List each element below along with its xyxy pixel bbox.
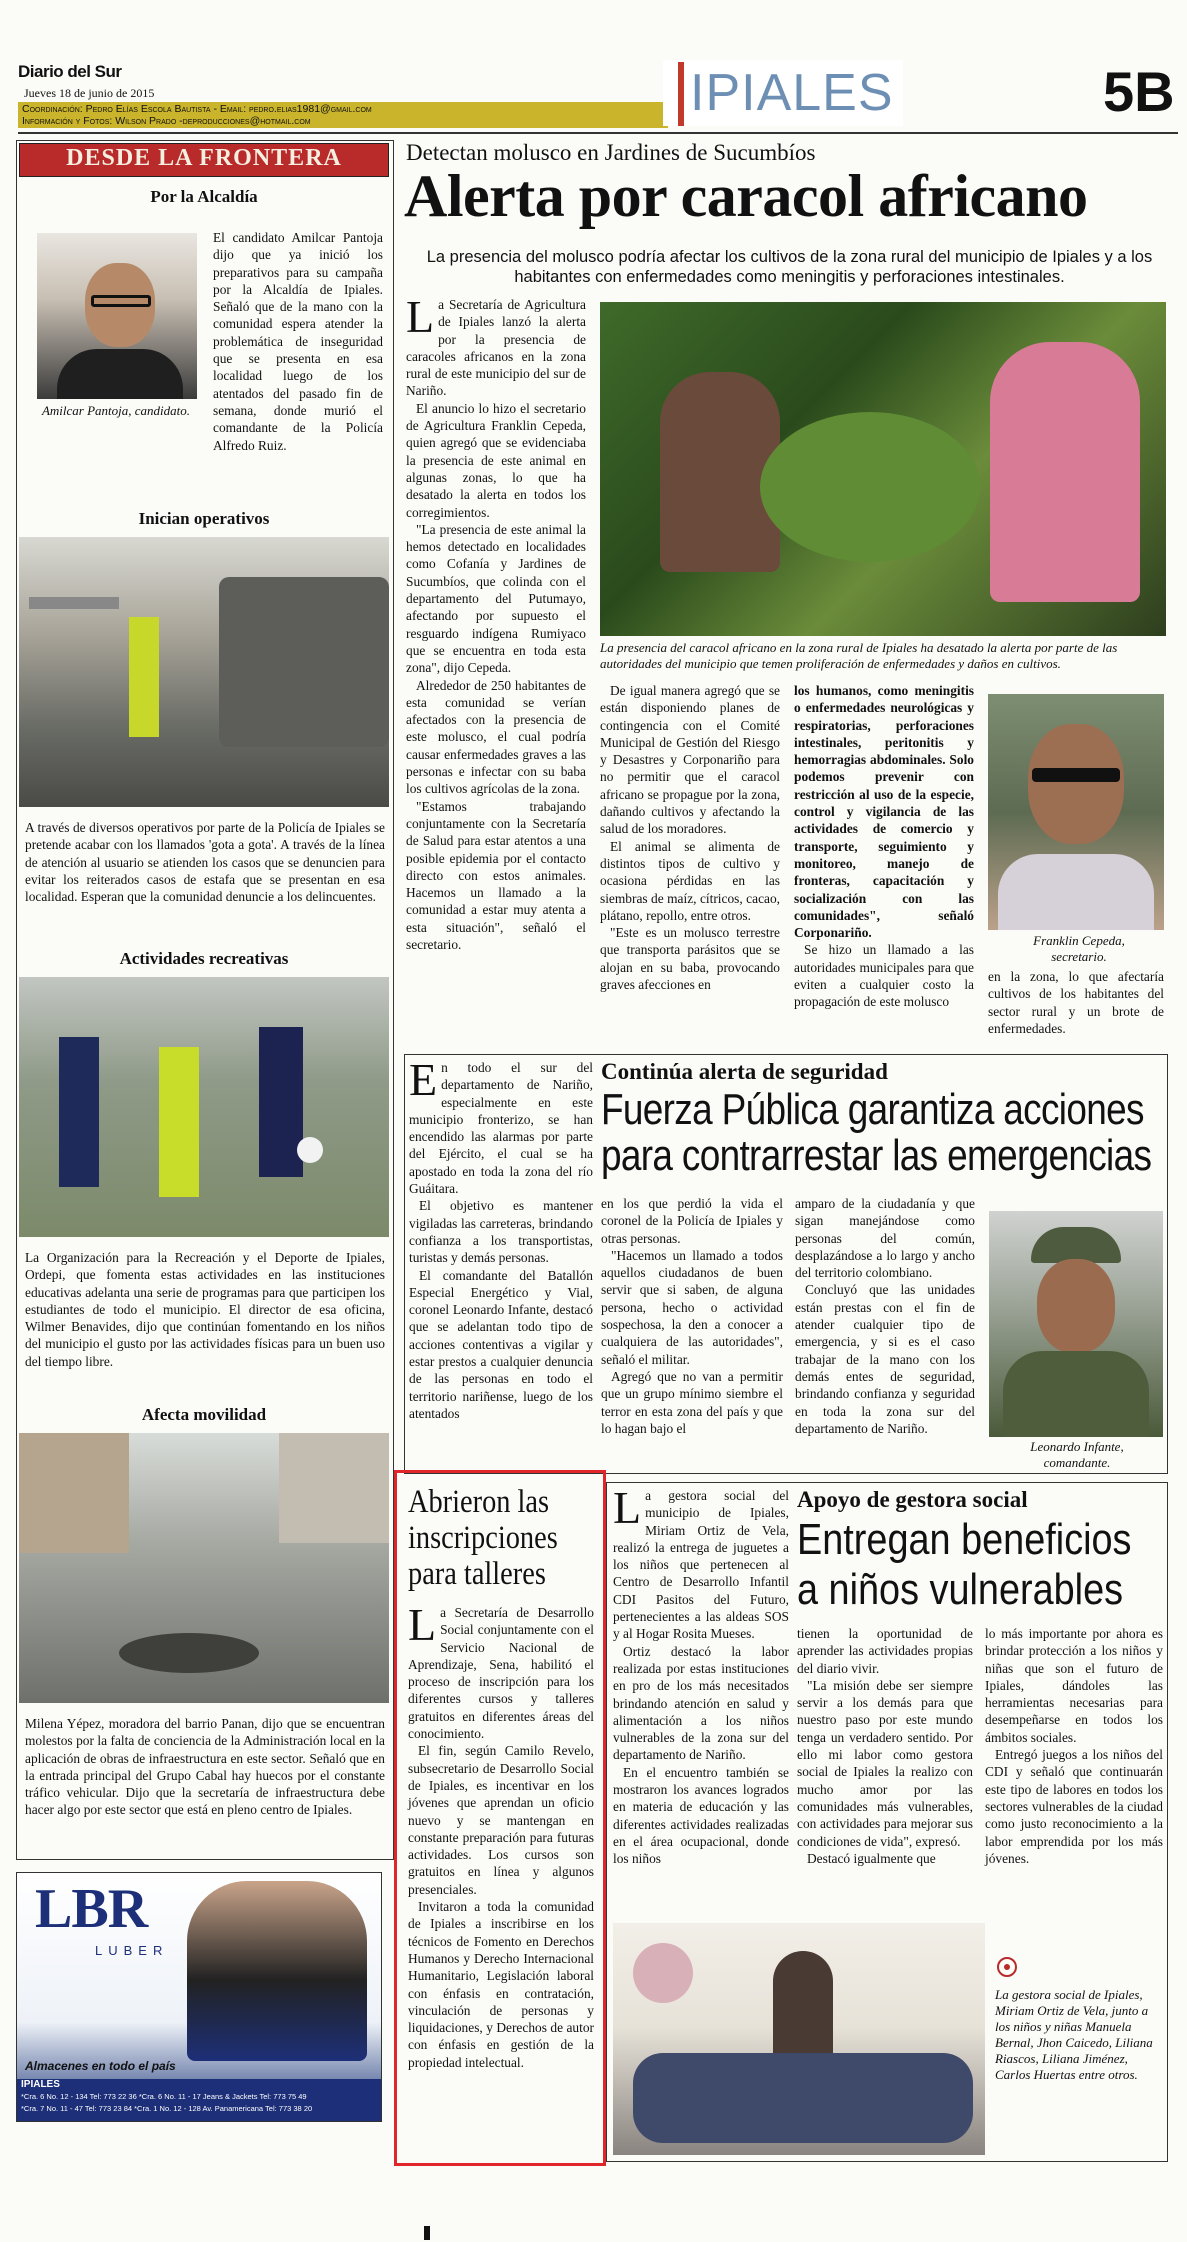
security-headline: Fuerza Pública garantiza acciones para contrarrestar las emergencias bbox=[601, 1085, 1152, 1180]
ad-brand-sub: LUBER bbox=[95, 1943, 169, 1958]
gestora-c2-p2: "La misión debe ser siempre servir a los demás para que nuestro paso por este mundo tenga un verdadero sentido. Por ello mi labor como gestora social de Ipiales la realizo con mucho amor por las comunidades más vulnerables, con actividades para mejorar sus condiciones de vida", expresó. bbox=[797, 1677, 973, 1849]
gestora-col1 bbox=[613, 1482, 789, 1868]
gestora-c1-p1: La gestora social del municipio de Ipiales, Miriam Ortiz de Vela, realizó la entrega de juguetes a los niños que pertenecen al Centro de Desarrollo Infantil CDI Pasitos del Futuro, pertenecientes a las aldeas SOS y al Hogar Rosita Mueses. bbox=[613, 1482, 789, 1642]
gestora-c3-p2: Entregó juegos a los niños del CDI y señaló que continuarán este tipo de labores en todos los sectores vulnerables de la ciudad como justo reconocimiento a la labor emprendida por los más jóvenes. bbox=[985, 1747, 1163, 1866]
security-c2-p1: en los que perdió la vida el coronel de la Policía de Ipiales y otras personas. bbox=[601, 1196, 783, 1246]
main-col1-p2: El anuncio lo hizo el secretario de Agricultura Franklin Cepeda, quien agregó que se evidenciaba la presencia de este animal en algunas zonas, lo que ha desatado la alerta en todos los corregimientos. bbox=[406, 400, 586, 520]
ad-city: IPIALES bbox=[21, 2079, 60, 2090]
talleres-p1: La Secretaría de Desarrollo Social conjuntamente con el Servicio Nacional de Aprendizaje, Sena, habilitó el proceso de inscripción para los diferentes cursos y talleres gratuitos en diferentes áreas del conocimiento. bbox=[408, 1599, 594, 1742]
main-col4-p1: en la zona, lo que afectaría cultivos de los habitantes del sector rural y un brote de enfermedades. bbox=[988, 969, 1164, 1036]
main-col2-p2: El animal se alimenta de distintos tipos de cultivo y ocasiona pérdidas en las siembras de maíz, cítricos, cacao, plátano, repollo, entre otros. bbox=[600, 838, 780, 923]
photo-movilidad bbox=[19, 1433, 389, 1703]
caption-infante: Leonardo Infante, comandante. bbox=[1030, 1439, 1124, 1470]
security-c1-p3: El comandante del Batallón Especial Energético y Vial, coronel Leonardo Infante, destacó que se adelantan todo tipo de acciones contentivas a vigilar y estar prestos a cualquier denuncia de las personas en todo el territorio nariñense, luego de los atentados bbox=[409, 1267, 593, 1421]
talleres-headline: Abrieron las inscripciones para talleres bbox=[408, 1484, 558, 1592]
photo-amilcar-pantoja bbox=[37, 233, 197, 399]
gestora-c3-p1: lo más importante por ahora es brindar protección a los niños y niñas que son el futuro de Ipiales, dándoles las herramientas necesarias para desempeñarse en todos los ámbitos sociales. bbox=[985, 1626, 1163, 1745]
main-col1-p1: La Secretaría de Agricultura de Ipiales lanzó la alerta por la presencia de caracoles africanos en la zona rural de este municipio del sur de Nariño. bbox=[406, 291, 586, 399]
caption-amilcar: Amilcar Pantoja, candidato. bbox=[41, 403, 191, 418]
photo-gestora-ninos bbox=[613, 1923, 985, 2155]
talleres-p3: Invitaron a toda la comunidad de Ipiales a inscribirse en los técnicos de Fomento en Derechos Humanos y Derecho Internacional Humanitario, Legislación laboral con énfasis en contratación, vinculación de personas y liquidaciones, y Derechos de autor con énfasis en gestión de la propiedad intelectual. bbox=[408, 1899, 594, 2070]
section-title-recreativas: Actividades recreativas bbox=[119, 949, 289, 968]
info-line: Información y Fotos: Wilson Prado -deproducciones@hotmail.com bbox=[22, 115, 311, 127]
main-col3-p2: Se hizo un llamado a las autoridades municipales para que eviten a cualquier costo la propagación de este molusco bbox=[794, 942, 974, 1010]
bullet-target-icon bbox=[997, 1957, 1017, 1977]
page-registration-mark bbox=[424, 2226, 430, 2240]
section-title-movilidad: Afecta movilidad bbox=[141, 1405, 267, 1424]
header-rule bbox=[18, 132, 1178, 134]
security-col1 bbox=[409, 1054, 593, 1422]
issue-date: Jueves 18 de junio de 2015 bbox=[24, 86, 155, 100]
gestora-c2-p1: tienen la oportunidad de aprender las actividades propias del diario vivir. bbox=[797, 1626, 973, 1676]
photo-caracol-africano bbox=[600, 302, 1166, 636]
photo-recreativas bbox=[19, 977, 389, 1237]
caption-cepeda: Franklin Cepeda, secretario. bbox=[1033, 933, 1125, 964]
text-recreativas: La Organización para la Recreación y el Deporte de Ipiales, Ordepi, que fomenta estas actividades en las instituciones educativas adelanta una serie de programas para que participen los estudiantes de todo el municipio. El director de esa oficina, Wilmer Benavides, dijo que continúan fomentando en los niños del municipio el gusto por las actividades físicas para un buen uso del tiempo libre. bbox=[25, 1250, 385, 1369]
ad-address-2: *Cra. 7 No. 11 - 47 Tel: 773 23 84 *Cra. 1 No. 12 - 128 Av. Panamericana Tel: 773 38 20 bbox=[21, 2104, 313, 2113]
photo-leonardo-infante bbox=[989, 1211, 1163, 1437]
caption-caracol: La presencia del caracol africano en la zona rural de Ipiales ha desatado la alerta por parte de las autoridades del municipio que temen proliferación de enfermedades y daños en cultivos. bbox=[600, 640, 1118, 671]
page-number: 5B bbox=[1103, 60, 1175, 123]
gestora-kicker: Apoyo de gestora social bbox=[797, 1487, 1028, 1512]
security-c3-p2: Concluyó que las unidades están prestas con el fin de atender cualquier tipo de emergencia, y si es el caso trabajar de la mano con los demás entes de seguridad, brindando confianza y seguridad en toda la zona sur del departamento de Nariño. bbox=[795, 1282, 975, 1436]
gestora-c1-p2: Ortiz destacó la labor realizada por estas instituciones en pro de los más necesitados brindando atención en salud y alimentación a los niños vulnerables de la zona sur del departamento de Nariño. bbox=[613, 1643, 789, 1763]
security-c3-p1: amparo de la ciudadanía y que sigan manejándose como personas del común, desplazándose a lo largo y ancho del territorio colombiano. bbox=[795, 1196, 975, 1281]
advertisement-lbr[interactable] bbox=[16, 1872, 382, 2122]
sidebar-column bbox=[16, 140, 394, 1860]
talleres-p2: El fin, según Camilo Revelo, subsecretario de Desarrollo Social de Ipiales, es incentivar en los jóvenes que aprendan un oficio nuevo y se mantengan en constante preparación para futuras actividades. Los cursos son gratuitos en línea y algunos presenciales. bbox=[408, 1743, 594, 1897]
gestora-c1-p3: En el encuentro también se mostraron los avances logrados en materia de educación y las diferentes actividades realizadas en el área ocupacional, donde los niños bbox=[613, 1764, 789, 1867]
main-col2-p1: De igual manera agregó que se están disponiendo planes de contingencia con el Comité Municipal de Gestión del Riesgo y Desastres y Corponariño para no permitir que el caracol africano se propague por la zona, dañando cultivos y afectando la salud de los moradores. bbox=[600, 683, 780, 837]
masthead bbox=[18, 60, 1178, 140]
ad-tagline: Almacenes en todo el país bbox=[25, 2059, 176, 2073]
main-col1-p5: "Estamos trabajando conjuntamente con la Secretaría de Salud para estar atentos a una posible epidemia por el contacto directo con estos animales. Hacemos un llamado a la comunidad a estar muy atenta a esta situación", señaló el secretario. bbox=[406, 798, 586, 952]
ad-address-1: *Cra. 6 No. 12 - 134 Tel: 773 22 36 *Cra. 6 No. 11 - 17 Jeans & Jackets Tel: 773 75 49 bbox=[21, 2092, 307, 2101]
sidebar-banner-label: DESDE LA FRONTERA bbox=[66, 145, 342, 171]
paper-name: Diario del Sur bbox=[18, 62, 122, 81]
text-alcaldia: El candidato Amilcar Pantoja dijo que ya inició los preparativos para su campaña por la Alcaldía de Ipiales. Señaló que de la mano con la comunidad espera atender la problemática de inseguridad que se presenta en esa localidad luego de los atentados del pasado fin de semana, donde murió el comandante de la Policía Alfredo Ruiz. bbox=[213, 230, 383, 453]
section-title: IPIALES bbox=[690, 64, 894, 122]
security-story bbox=[404, 1054, 1168, 1474]
security-col3 bbox=[795, 1195, 975, 1437]
main-deck: La presencia del molusco podría afectar los cultivos de la zona rural del municipio de Ipiales y a los habitantes con enfermedades como meningitis y perforaciones intestinales. bbox=[426, 248, 1153, 286]
security-c2-p2: "Hacemos un llamado a todos aquellos ciudadanos de buen servir que si saben, de alguna persona, hecho o actividad sospechosa, la den a conocer a cualquiera de las autoridades", señaló el militar. bbox=[601, 1247, 783, 1367]
gestora-headline: Entregan beneficios a niños vulnerables bbox=[797, 1515, 1132, 1614]
gestora-story bbox=[606, 1482, 1168, 2162]
main-col3-p1: los humanos, como meningitis o enfermedades neurológicas y respiratorias, perforaciones intestinales, peritonitis y hemorragias abdominales. Solo podemos prevenir con restricción al uso de la especie, control y vigilancia de las actividades de comercio y transporte, seguimiento y monitoreo, manejo de fronteras, capacitación y socialización con las comunidades", señaló Corponariño. bbox=[794, 683, 974, 941]
caption-gestora: La gestora social de Ipiales, Miriam Ortiz de Vela, junto a los niños y niñas Manuela Bernal, Jhon Caicedo, Liliana Riascos, Liliana Jiménez, Carlos Huertas entre otros. bbox=[995, 1987, 1153, 2082]
security-kicker: Continúa alerta de seguridad bbox=[601, 1059, 888, 1084]
photo-operativos bbox=[19, 537, 389, 807]
text-operativos: A través de diversos operativos por parte de la Policía de Ipiales se pretende acabar con los llamados 'gota a gota'. A través de la línea de atención al usuario se atienden los casos que se denuncien para evitar los reiterados casos de estafa que se presentan en esa localidad. Esperan que la comunidad denuncie a los delincuentes. bbox=[25, 820, 385, 905]
photo-franklin-cepeda bbox=[988, 694, 1164, 930]
main-kicker: Detectan molusco en Jardines de Sucumbíos bbox=[406, 140, 816, 165]
ad-brand: LBR bbox=[35, 1878, 148, 1940]
main-headline: Alerta por caracol africano bbox=[404, 163, 1088, 229]
gestora-c2-p3: Destacó igualmente que bbox=[807, 1850, 936, 1866]
security-c1-p2: El objetivo es mantener vigiladas las carreteras, brindando confianza a los transportistas, turistas y demás personas. bbox=[409, 1198, 593, 1266]
section-title-alcaldia: Por la Alcaldía bbox=[150, 187, 258, 206]
ad-models-photo bbox=[187, 1881, 367, 2061]
security-c1-p1: En todo el sur del departamento de Nariño, especialmente en este municipio fronterizo, se han encendido las alarmas por parte del Ejército, el cual se ha apostado en toda la zona del río Guáitara. bbox=[409, 1054, 593, 1197]
main-col1 bbox=[406, 291, 586, 953]
gestora-col2 bbox=[797, 1625, 973, 1867]
section-mark bbox=[678, 62, 684, 126]
security-col2 bbox=[601, 1195, 783, 1437]
gestora-col3 bbox=[985, 1625, 1163, 1867]
text-movilidad: Milena Yépez, moradora del barrio Panan, dijo que se encuentran molestos por la falta de conciencia de la Administración local en la aplicación de obras de infraestructura en este sector. Señaló que en la entrada principal del Grupo Cabal hay huecos por el constante tráfico vehicular. Dijo que la secretaría de infraestructura debe hacer algo por este sector que está en pleno centro de Ipiales. bbox=[25, 1716, 385, 1818]
main-col3 bbox=[794, 682, 974, 1011]
coordination-line: Coordinación: Pedro Elías Escola Bautista - Email: pedro.elias1981@gmail.com bbox=[22, 103, 372, 115]
main-col1-p3: "La presencia de este animal la hemos detectado en localidades como Cofanía y Jardines de Sucumbíos, que colinda con el departamento del Putumayo, afectando por supuesto el resguardo indígena Rumiyaco que se encuentra en toda esta zona", dijo Cepeda. bbox=[406, 521, 586, 676]
talleres-body bbox=[408, 1599, 594, 2071]
main-col2-p3: "Este es un molusco terrestre que transporta parásitos que se alojan en su baba, provocando graves afecciones en bbox=[600, 925, 780, 993]
section-title-operativos: Inician operativos bbox=[138, 509, 270, 528]
main-col2 bbox=[600, 682, 780, 993]
security-c2-p3: Agregó que no van a permitir que un grupo mínimo siembre el terror en esta zona del país y que lo hagan bajo el bbox=[601, 1368, 783, 1436]
main-col1-p4: Alrededor de 250 habitantes de esta comunidad se verían afectados con la presencia de este molusco, el cual podría causar enfermedades graves a las personas e infectar con su baba los cultivos agrícolas de la zona. bbox=[406, 677, 586, 797]
